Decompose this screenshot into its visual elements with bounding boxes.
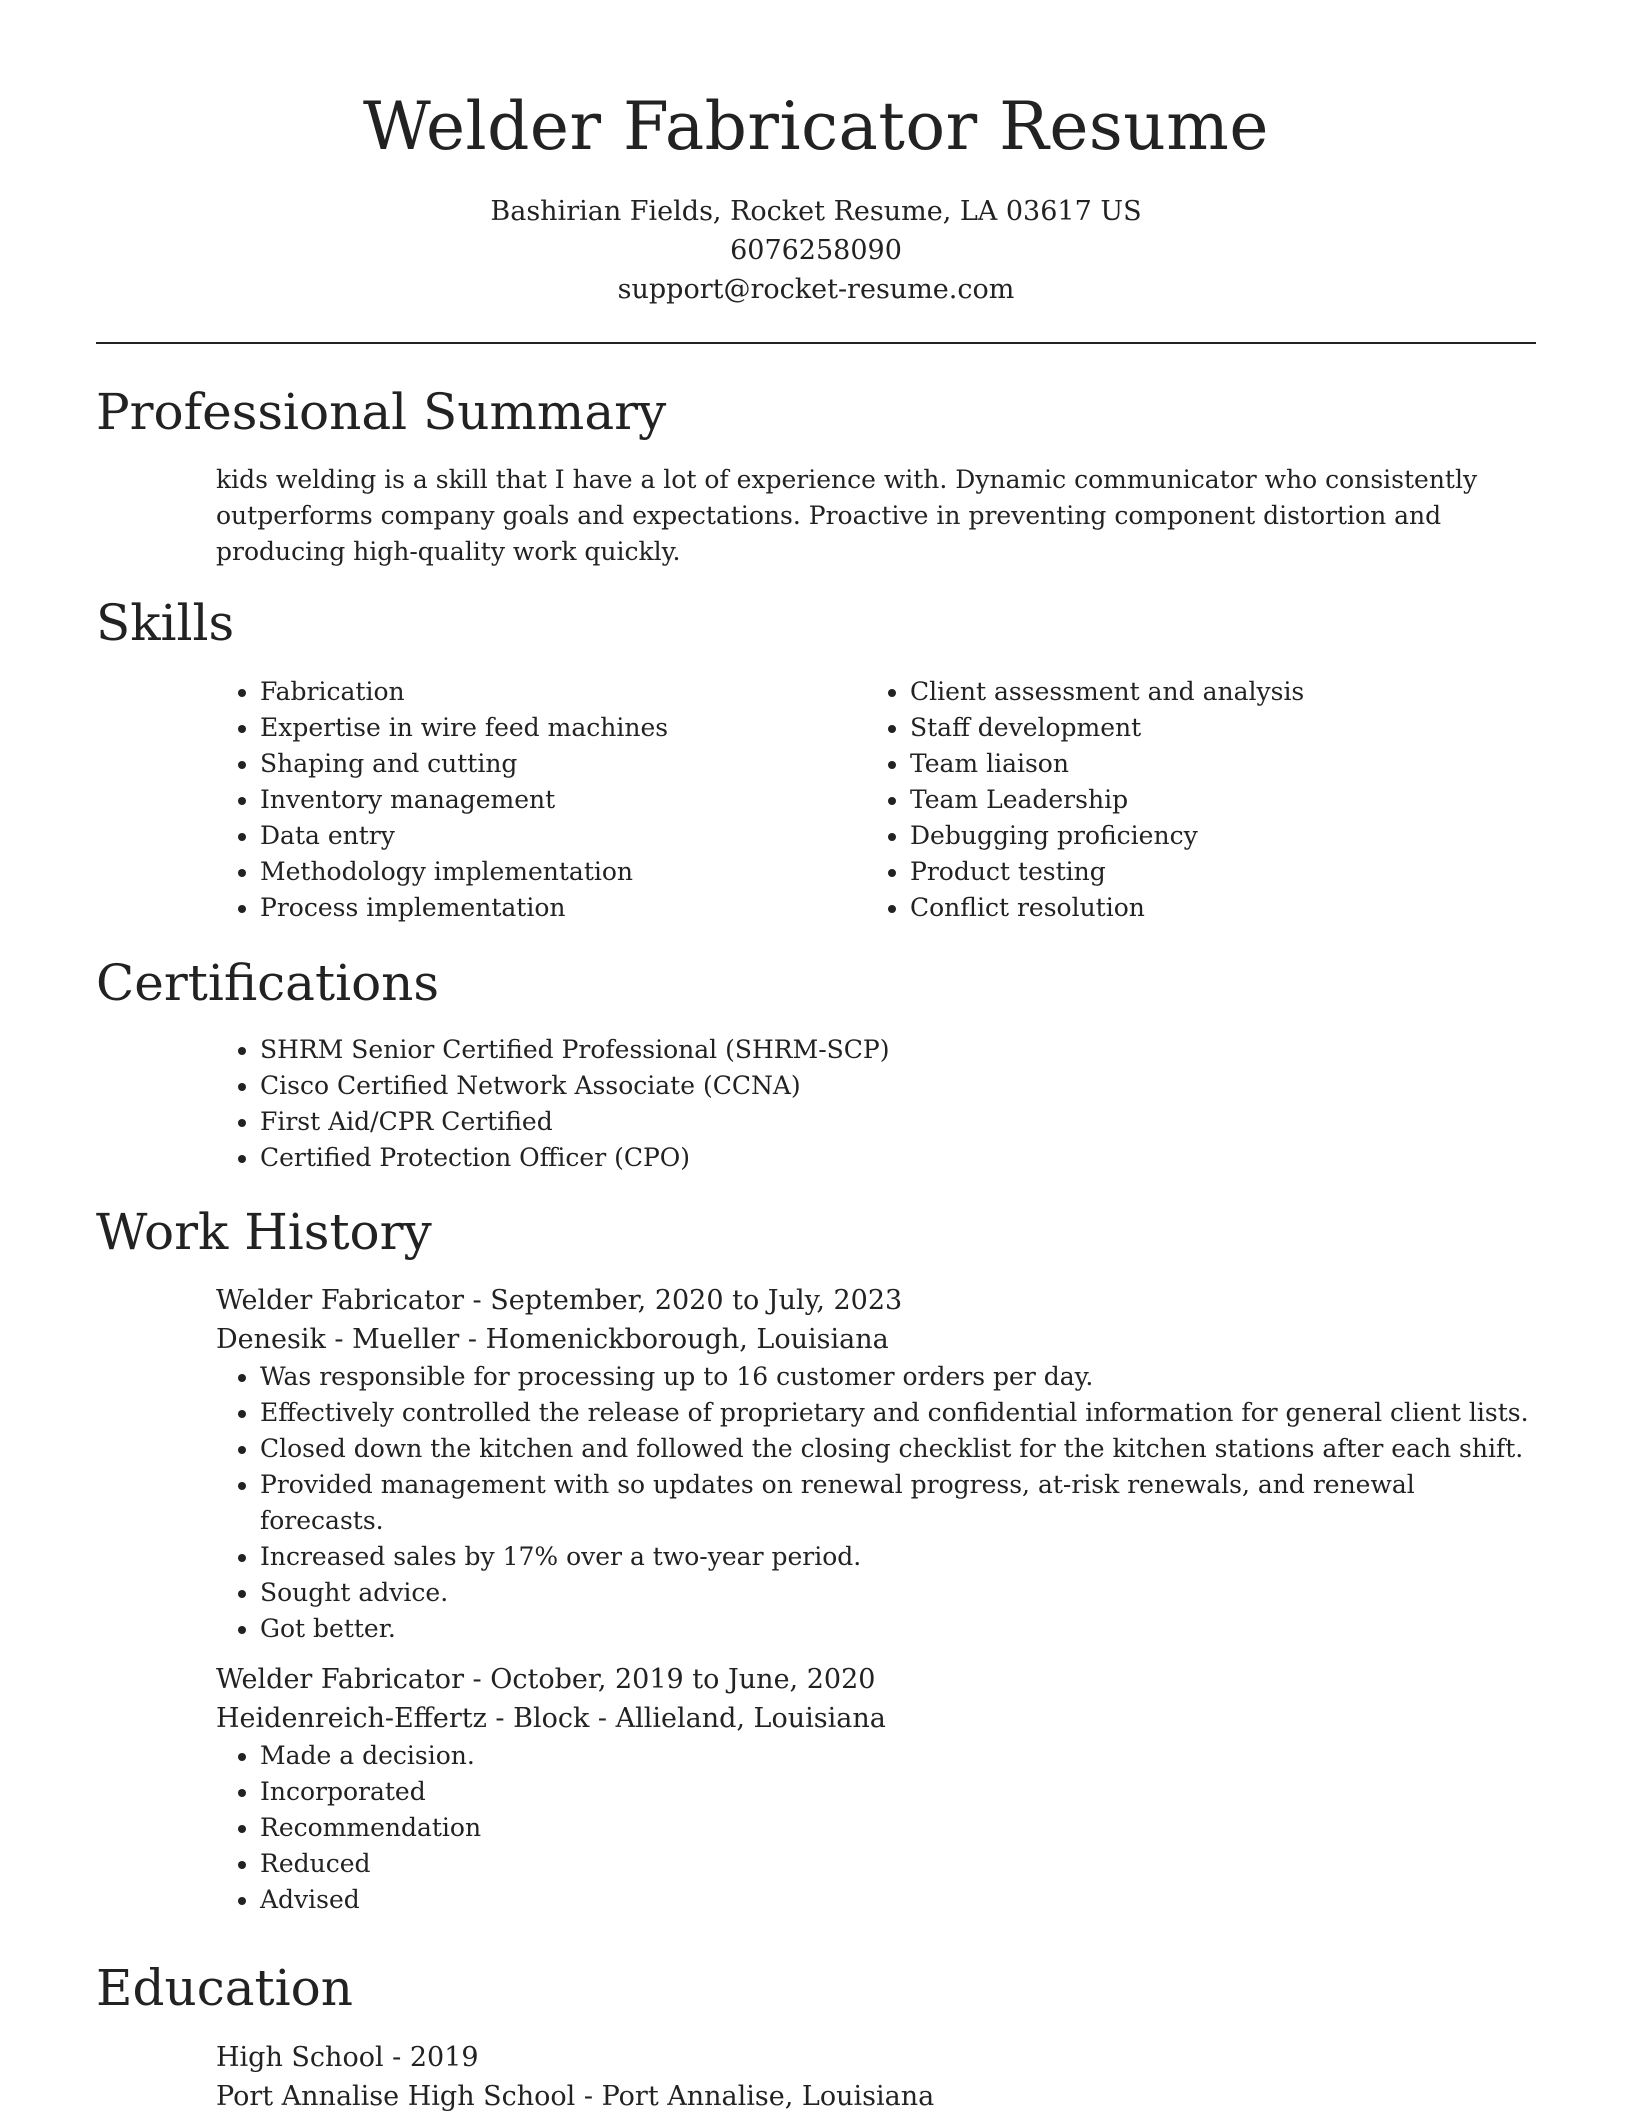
skill-item: • Shaping and cutting	[260, 746, 836, 782]
job-bullet: • Sought advice.	[260, 1575, 1536, 1611]
skill-item: • Product testing	[910, 854, 1486, 890]
work-history-heading: Work History	[96, 1203, 432, 1261]
skill-item: • Conflict resolution	[910, 890, 1486, 926]
certification-item: • First Aid/CPR Certified	[260, 1104, 890, 1140]
job-bullets	[216, 1738, 1536, 1918]
education-degree-year: High School - 2019	[216, 2042, 479, 2073]
skill-item: • Debugging proficiency	[910, 818, 1486, 854]
job-entry	[216, 1660, 1536, 1918]
certification-item: • Cisco Certified Network Associate (CCNA)	[260, 1068, 890, 1104]
contact-phone: 6076258090	[730, 235, 902, 266]
job-company-location: Heidenreich-Effertz - Block - Allieland, Louisiana	[216, 1703, 886, 1734]
certification-item: • Certified Protection Officer (CPO)	[260, 1140, 890, 1176]
job-bullet: • Was responsible for processing up to 16 customer orders per day.	[260, 1359, 1536, 1395]
certification-item: • SHRM Senior Certified Professional (SHRM-SCP)	[260, 1032, 890, 1068]
skills-column-right	[866, 674, 1486, 926]
job-bullet: • Closed down the kitchen and followed the closing checklist for the kitchen stations after each shift.	[260, 1431, 1536, 1467]
job-bullet: • Incorporated	[260, 1774, 1536, 1810]
skills-heading: Skills	[96, 594, 235, 652]
job-bullets	[216, 1359, 1536, 1647]
job-bullet: • Increased sales by 17% over a two-year period.	[260, 1539, 1536, 1575]
resume-title: Welder Fabricator Resume	[363, 88, 1269, 165]
skill-item: • Data entry	[260, 818, 836, 854]
summary-heading: Professional Summary	[96, 383, 667, 441]
contact-email: support@rocket-resume.com	[617, 274, 1015, 305]
resume-header	[0, 0, 1632, 309]
skills-column-left	[216, 674, 836, 926]
skill-item: • Methodology implementation	[260, 854, 836, 890]
skill-item: • Fabrication	[260, 674, 836, 710]
job-entry	[216, 1281, 1536, 1647]
job-bullet: • Advised	[260, 1882, 1536, 1918]
certifications-heading: Certifications	[96, 954, 440, 1012]
job-bullet: • Reduced	[260, 1846, 1536, 1882]
education-school-location: Port Annalise High School - Port Annalise, Louisiana	[216, 2081, 935, 2112]
skill-item: • Expertise in wire feed machines	[260, 710, 836, 746]
skill-item: • Team Leadership	[910, 782, 1486, 818]
contact-address: Bashirian Fields, Rocket Resume, LA 03617 US	[490, 196, 1142, 227]
header-divider	[96, 342, 1536, 344]
job-bullet: • Made a decision.	[260, 1738, 1536, 1774]
skill-item: • Process implementation	[260, 890, 836, 926]
certifications-list	[216, 1032, 890, 1176]
skill-item: • Staff development	[910, 710, 1486, 746]
job-bullet: • Recommendation	[260, 1810, 1536, 1846]
job-bullet: • Effectively controlled the release of proprietary and confidential information for general client lists.	[260, 1395, 1536, 1431]
contact-info	[0, 192, 1632, 309]
job-bullet: • Got better.	[260, 1611, 1536, 1647]
skill-item: • Team liaison	[910, 746, 1486, 782]
job-title-dates: Welder Fabricator - September, 2020 to July, 2023	[216, 1285, 903, 1316]
education-heading: Education	[96, 1959, 353, 2017]
summary-text: kids welding is a skill that I have a lot of experience with. Dynamic communicator who consistently outperforms company goals and expectations. Proactive in preventing component distortion and producing high-quality work quickly.	[216, 465, 1478, 566]
skill-item: • Inventory management	[260, 782, 836, 818]
education-entry	[216, 2038, 934, 2116]
job-bullet: • Provided management with so updates on renewal progress, at-risk renewals, and renewal forecasts.	[260, 1467, 1536, 1539]
skill-item: • Client assessment and analysis	[910, 674, 1486, 710]
job-title-dates: Welder Fabricator - October, 2019 to June, 2020	[216, 1664, 876, 1695]
job-company-location: Denesik - Mueller - Homenickborough, Louisiana	[216, 1324, 889, 1355]
